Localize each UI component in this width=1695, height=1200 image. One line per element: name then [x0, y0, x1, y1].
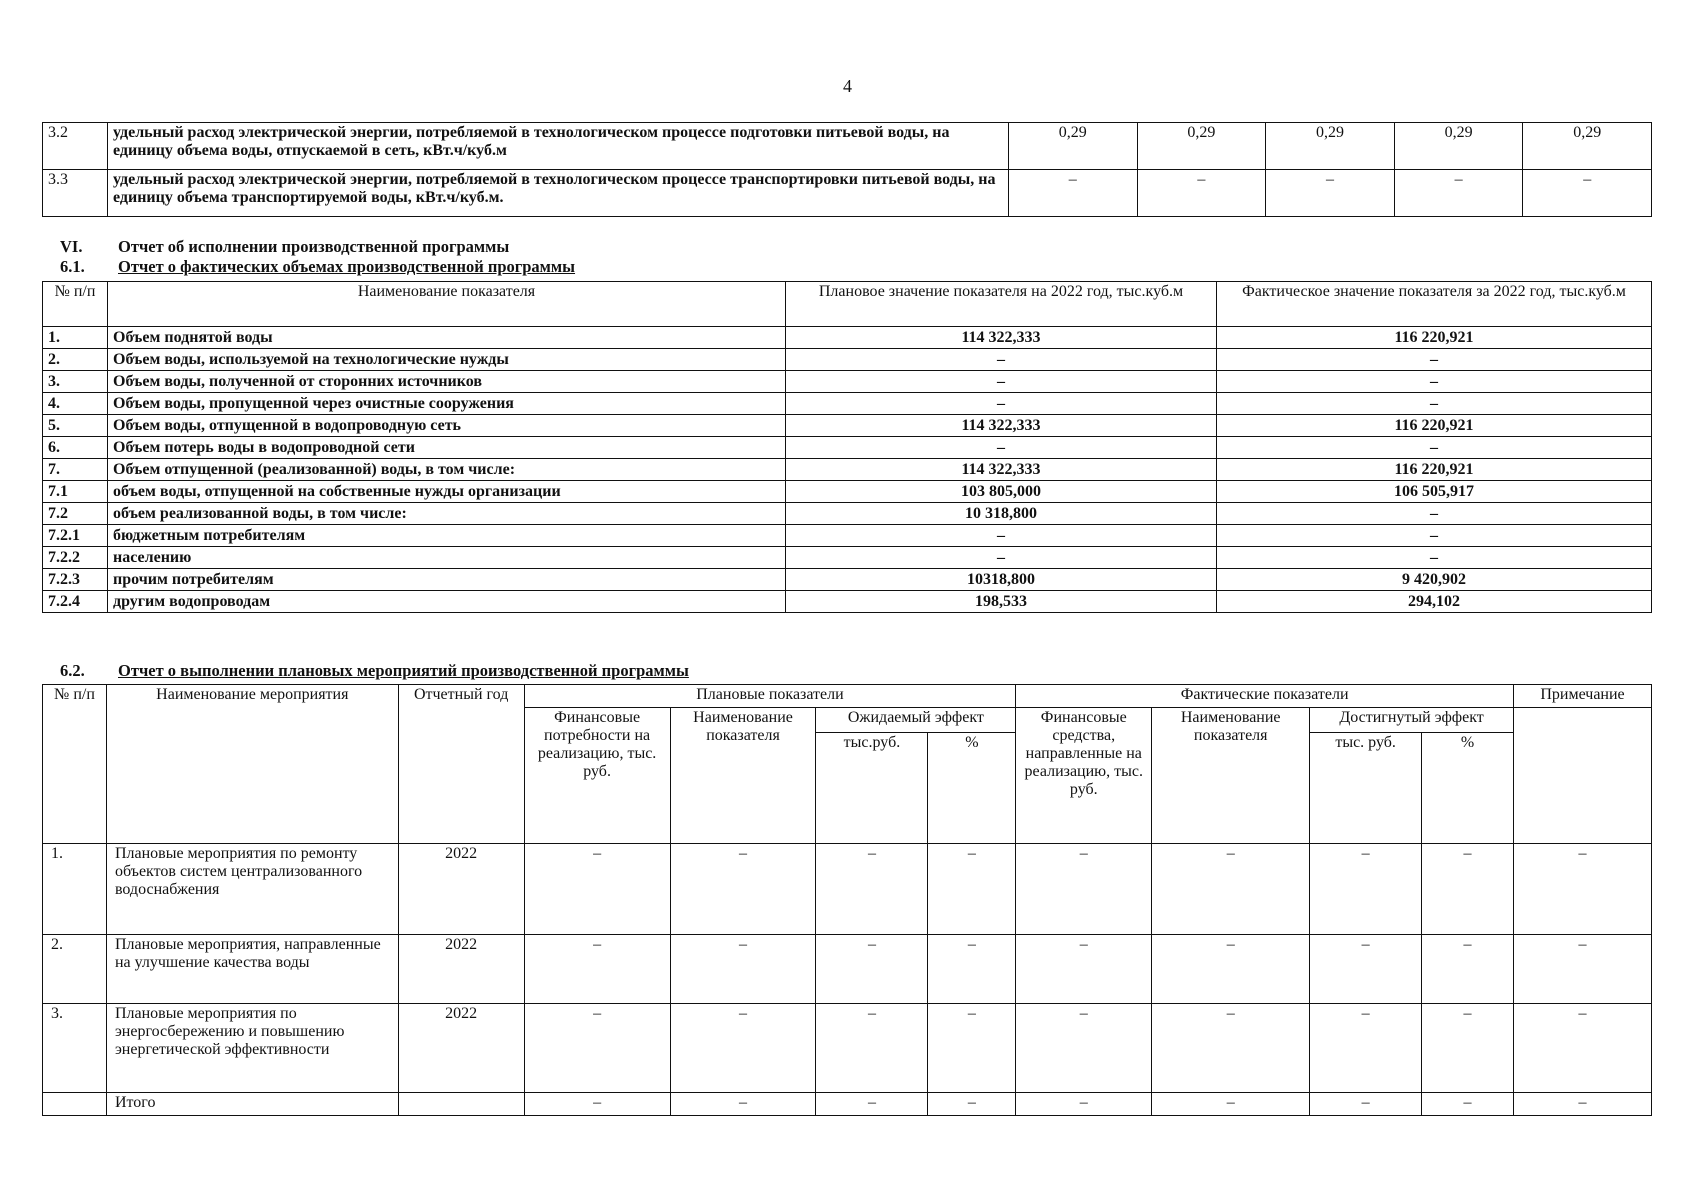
total-value: – [928, 1093, 1016, 1116]
row-value: – [524, 935, 670, 1004]
header-plan-pct: % [928, 733, 1016, 844]
production-volumes-table [42, 281, 1652, 613]
row-value: – [1513, 1004, 1651, 1093]
header-plan-effect: Ожидаемый эффект [816, 708, 1016, 733]
row-value: 0,29 [1009, 123, 1138, 170]
table-row [43, 844, 1652, 935]
row-value: – [1310, 844, 1422, 935]
row-fact-value: 9 420,902 [1217, 569, 1652, 591]
header-note: Примечание [1513, 685, 1651, 708]
table-row [43, 459, 1652, 481]
total-value: – [670, 1093, 816, 1116]
table-row [43, 547, 1652, 569]
section-heading [60, 258, 575, 276]
row-number: 2. [43, 935, 107, 1004]
row-name: Объем поднятой воды [108, 327, 786, 349]
row-name: удельный расход электрической энергии, потребляемой в технологическом процессе подготовки питьевой воды, на единицу объема воды, отпускаемой в сеть, кВт.ч/куб.м [108, 123, 1009, 170]
row-value: – [1152, 844, 1310, 935]
row-number: 7.2.2 [43, 547, 108, 569]
table-header-row [43, 282, 1652, 327]
section-title: Отчет о фактических объемах производственной программы [118, 257, 576, 276]
row-year: 2022 [398, 935, 524, 1004]
section-number: 6.2. [60, 661, 85, 680]
row-fact-value: – [1217, 437, 1652, 459]
row-number: 3.3 [43, 170, 108, 217]
header-fact-effect: Достигнутый эффект [1310, 708, 1514, 733]
total-value: – [816, 1093, 928, 1116]
row-name: Плановые мероприятия по ремонту объектов систем централизованного водоснабжения [106, 844, 398, 935]
row-name: другим водопроводам [108, 591, 786, 613]
header-fact-fin: Финансовые средства, направленные на реализацию, тыс. руб. [1016, 708, 1152, 844]
table-row [43, 503, 1652, 525]
row-value: – [1266, 170, 1395, 217]
row-fact-value: 294,102 [1217, 591, 1652, 613]
header-fact: Фактическое значение показателя за 2022 год, тыс.куб.м [1217, 282, 1652, 327]
header-plan-indicator: Наименование показателя [670, 708, 816, 844]
table-header-row [43, 685, 1652, 708]
row-number: 7.2.1 [43, 525, 108, 547]
header-year: Отчетный год [398, 685, 524, 844]
row-value: – [1422, 1004, 1514, 1093]
table-row [43, 415, 1652, 437]
row-value: – [1513, 935, 1651, 1004]
row-value: – [1152, 935, 1310, 1004]
row-number: 7.2.4 [43, 591, 108, 613]
section-heading [60, 238, 509, 256]
row-number: 3.2 [43, 123, 108, 170]
table-row [43, 393, 1652, 415]
row-value: – [1310, 935, 1422, 1004]
row-plan-value: 114 322,333 [786, 327, 1217, 349]
total-value: – [1513, 1093, 1651, 1116]
row-fact-value: 116 220,921 [1217, 459, 1652, 481]
header-plan-group: Плановые показатели [524, 685, 1016, 708]
table-body [43, 327, 1652, 613]
row-value: – [1394, 170, 1523, 217]
table-row [43, 123, 1652, 170]
section-number: VI. [60, 237, 83, 256]
row-name: населению [108, 547, 786, 569]
row-value: – [670, 844, 816, 935]
row-value: 0,29 [1523, 123, 1652, 170]
total-year-empty [398, 1093, 524, 1116]
row-name: объем воды, отпущенной на собственные нужды организации [108, 481, 786, 503]
header-note-empty [1513, 708, 1651, 844]
total-value: – [1152, 1093, 1310, 1116]
table-row [43, 170, 1652, 217]
row-number: 3. [43, 371, 108, 393]
row-name: Объем потерь воды в водопроводной сети [108, 437, 786, 459]
row-value: – [1016, 844, 1152, 935]
total-value: – [1310, 1093, 1422, 1116]
row-fact-value: 106 505,917 [1217, 481, 1652, 503]
row-name: прочим потребителям [108, 569, 786, 591]
table-row [43, 1004, 1652, 1093]
section-title: Отчет об исполнении производственной программы [118, 237, 510, 256]
row-value: – [1016, 935, 1152, 1004]
row-number: 4. [43, 393, 108, 415]
table-body [43, 844, 1652, 1116]
row-value: – [816, 844, 928, 935]
total-row [43, 1093, 1652, 1116]
total-value: – [1016, 1093, 1152, 1116]
row-number: 5. [43, 415, 108, 437]
header-name: Наименование показателя [108, 282, 786, 327]
header-number: № п/п [43, 282, 108, 327]
row-number: 2. [43, 349, 108, 371]
row-fact-value: – [1217, 525, 1652, 547]
header-plan: Плановое значение показателя на 2022 год, тыс.куб.м [786, 282, 1217, 327]
row-value: 0,29 [1137, 123, 1266, 170]
row-plan-value: 103 805,000 [786, 481, 1217, 503]
row-name: Объем воды, полученной от сторонних источников [108, 371, 786, 393]
energy-consumption-table [42, 122, 1652, 217]
row-value: – [524, 844, 670, 935]
table-row [43, 525, 1652, 547]
total-value: – [524, 1093, 670, 1116]
row-plan-value: 10318,800 [786, 569, 1217, 591]
page-number: 4 [843, 76, 852, 96]
table-row [43, 481, 1652, 503]
row-fact-value: – [1217, 349, 1652, 371]
table-row [43, 591, 1652, 613]
row-plan-value: – [786, 393, 1217, 415]
row-number: 7.1 [43, 481, 108, 503]
total-label: Итого [106, 1093, 398, 1116]
table-row [43, 327, 1652, 349]
row-value: – [1016, 1004, 1152, 1093]
row-year: 2022 [398, 844, 524, 935]
row-value: 0,29 [1266, 123, 1395, 170]
row-plan-value: 114 322,333 [786, 459, 1217, 481]
row-value: – [928, 935, 1016, 1004]
row-name: бюджетным потребителям [108, 525, 786, 547]
row-fact-value: – [1217, 547, 1652, 569]
header-name: Наименование мероприятия [106, 685, 398, 844]
section-title: Отчет о выполнении плановых мероприятий производственной программы [118, 661, 689, 680]
header-plan-rub: тыс.руб. [816, 733, 928, 844]
section-number: 6.1. [60, 257, 85, 276]
section-heading [60, 662, 689, 680]
header-fact-rub: тыс. руб. [1310, 733, 1422, 844]
row-plan-value: 198,533 [786, 591, 1217, 613]
row-fact-value: 116 220,921 [1217, 415, 1652, 437]
row-plan-value: 114 322,333 [786, 415, 1217, 437]
header-number: № п/п [43, 685, 107, 844]
row-value: – [816, 935, 928, 1004]
row-plan-value: – [786, 437, 1217, 459]
total-value: – [1422, 1093, 1514, 1116]
planned-measures-table [42, 684, 1652, 1116]
row-year: 2022 [398, 1004, 524, 1093]
row-plan-value: – [786, 525, 1217, 547]
row-plan-value: – [786, 349, 1217, 371]
header-plan-fin: Финансовые потребности на реализацию, тыс. руб. [524, 708, 670, 844]
row-name: Объем отпущенной (реализованной) воды, в том числе: [108, 459, 786, 481]
table-row [43, 569, 1652, 591]
row-fact-value: – [1217, 503, 1652, 525]
row-plan-value: – [786, 547, 1217, 569]
row-fact-value: – [1217, 371, 1652, 393]
row-number: 3. [43, 1004, 107, 1093]
row-value: – [670, 935, 816, 1004]
row-value: – [1422, 935, 1514, 1004]
row-number: 1. [43, 844, 107, 935]
row-name: Объем воды, отпущенной в водопроводную сеть [108, 415, 786, 437]
total-number-empty [43, 1093, 107, 1116]
row-value: – [524, 1004, 670, 1093]
row-plan-value: 10 318,800 [786, 503, 1217, 525]
row-plan-value: – [786, 371, 1217, 393]
row-name: Плановые мероприятия, направленные на улучшение качества воды [106, 935, 398, 1004]
row-value: – [670, 1004, 816, 1093]
table-row [43, 349, 1652, 371]
row-value: – [1009, 170, 1138, 217]
row-name: Объем воды, используемой на технологические нужды [108, 349, 786, 371]
row-value: – [1422, 844, 1514, 935]
row-value: – [928, 844, 1016, 935]
row-fact-value: 116 220,921 [1217, 327, 1652, 349]
row-name: Плановые мероприятия по энергосбережению и повышению энергетической эффективности [106, 1004, 398, 1093]
table-row [43, 371, 1652, 393]
row-number: 7.2.3 [43, 569, 108, 591]
row-number: 6. [43, 437, 108, 459]
table-row [43, 437, 1652, 459]
row-value: – [1310, 1004, 1422, 1093]
row-fact-value: – [1217, 393, 1652, 415]
row-value: – [1513, 844, 1651, 935]
row-name: удельный расход электрической энергии, потребляемой в технологическом процессе транспортировки питьевой воды, на единицу объема транспортируемой воды, кВт.ч/куб.м. [108, 170, 1009, 217]
row-value: 0,29 [1394, 123, 1523, 170]
row-number: 7. [43, 459, 108, 481]
header-fact-group: Фактические показатели [1016, 685, 1514, 708]
row-number: 1. [43, 327, 108, 349]
row-value: – [1137, 170, 1266, 217]
table-row [43, 935, 1652, 1004]
row-value: – [816, 1004, 928, 1093]
row-value: – [1523, 170, 1652, 217]
row-name: Объем воды, пропущенной через очистные сооружения [108, 393, 786, 415]
header-fact-pct: % [1422, 733, 1514, 844]
header-fact-indicator: Наименование показателя [1152, 708, 1310, 844]
row-value: – [928, 1004, 1016, 1093]
row-value: – [1152, 1004, 1310, 1093]
row-number: 7.2 [43, 503, 108, 525]
row-name: объем реализованной воды, в том числе: [108, 503, 786, 525]
